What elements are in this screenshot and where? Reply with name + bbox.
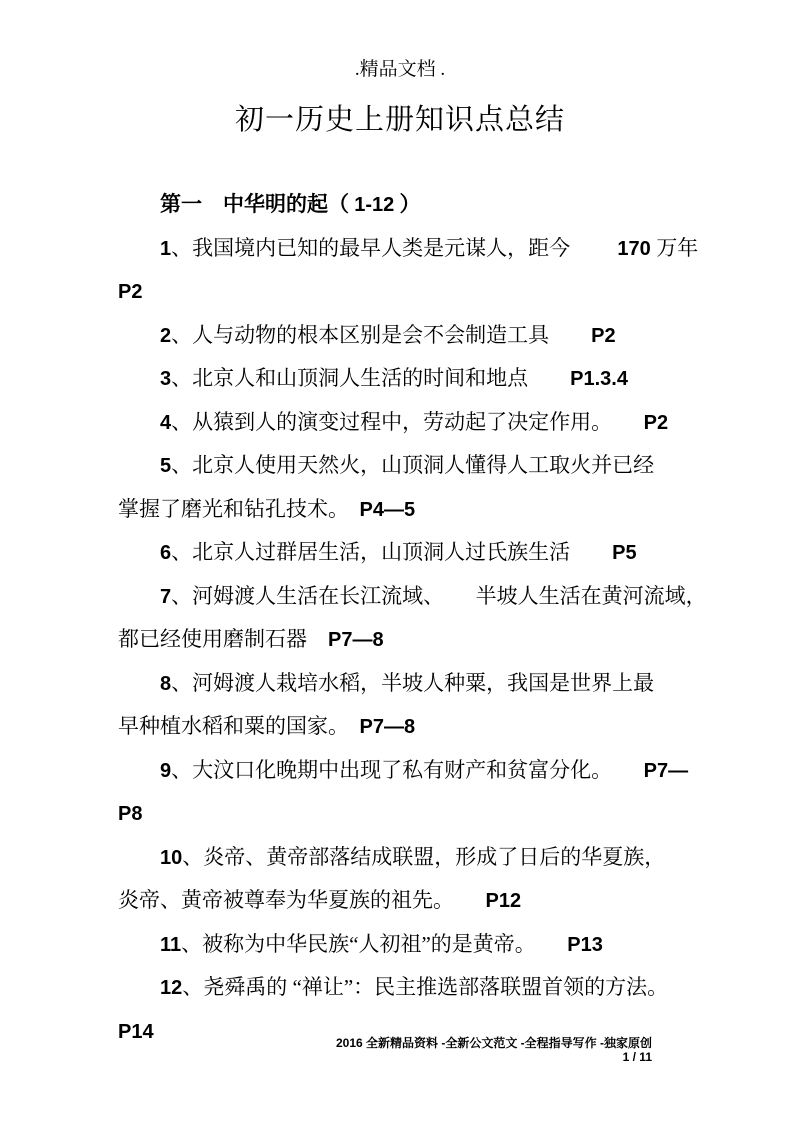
- page-ref-text: P2: [591, 324, 616, 347]
- page-ref-text: P7—8: [359, 716, 416, 738]
- chinese-text: 、我国境内已知的最早人类是元谋人，距今: [171, 235, 618, 260]
- page-ref-text: 3: [160, 368, 172, 390]
- page-ref-text: P1.3.4: [570, 368, 628, 390]
- page-ref-text: 7: [160, 585, 172, 608]
- page-ref-text: 1: [160, 237, 172, 260]
- page-ref-text: P5: [612, 542, 637, 564]
- page-ref-text: 5: [160, 455, 172, 477]
- paragraph-line: [118, 836, 738, 880]
- page-number: 1 / 11: [622, 1050, 652, 1064]
- chinese-text: 都已经使用磨制石器: [118, 627, 328, 651]
- page-ref-text: 9: [160, 759, 172, 782]
- paragraph-line: [118, 618, 738, 662]
- page-ref-text: P7—: [643, 759, 689, 782]
- page-ref-text: P4—5: [359, 498, 416, 521]
- paragraph-line: [118, 444, 738, 488]
- document-header: [0, 58, 800, 82]
- page-ref-text: P2: [118, 281, 143, 303]
- page-ref-text: 4: [160, 411, 172, 434]
- page-ref-text: 170: [617, 237, 657, 260]
- paragraph-line: [118, 749, 738, 793]
- chinese-text: 、从猿到人的演变过程中，劳动起了决定作用。: [171, 409, 644, 434]
- chinese-text: 掌握了磨光和钻孔技术。: [118, 496, 360, 521]
- paragraph-line: [118, 488, 738, 532]
- footer-credits: 2016 全新精品资料 -全新公文范文 -全程指导写作 -独家原创: [335, 1036, 652, 1050]
- page-ref-text: 6: [160, 542, 172, 564]
- chinese-text: 、河姆渡人栽培水稻，半坡人种粟，我国是世界上最: [171, 670, 655, 695]
- paragraph-line: [118, 270, 738, 314]
- paragraph-line: [118, 183, 738, 227]
- chinese-text: 、尧舜禹的 “禅让”：民主推选部落联盟首领的方法。: [182, 975, 669, 999]
- page-ref-text: P7—8: [328, 629, 384, 651]
- document-footer: [336, 1036, 652, 1064]
- chinese-text: 第一 中华明的起（: [160, 192, 355, 216]
- page-ref-text: P14: [118, 1020, 154, 1043]
- paragraph-line: [118, 879, 738, 923]
- page-ref-text: P12: [485, 890, 522, 912]
- paragraph-line: [118, 923, 738, 967]
- page-ref-text: 11: [160, 933, 182, 956]
- paragraph-line: [118, 314, 738, 358]
- chinese-text: 、北京人使用天然火，山顶洞人懂得人工取火并已经: [171, 453, 655, 477]
- paragraph-line: [118, 792, 738, 836]
- document-body: [118, 183, 738, 1053]
- chinese-text: 早种植水稻和粟的国家。: [118, 714, 360, 738]
- page-ref-text: P13: [567, 933, 603, 956]
- chinese-text: 、北京人过群居生活，山顶洞人过氏族生活: [171, 540, 613, 564]
- paragraph-line: [118, 705, 738, 749]
- page-ref-text: P2: [643, 411, 669, 434]
- chinese-text: 、人与动物的根本区别是会不会制造工具: [171, 322, 592, 347]
- chinese-text: 、河姆渡人生活在长江流域、 半坡人生活在黄河流域，: [171, 583, 707, 608]
- page-ref-text: 12: [160, 977, 183, 999]
- chinese-text: 、被称为中华民族“人初祖”的是黄帝。: [181, 931, 568, 956]
- chinese-text: 炎帝、黄帝被尊奉为华夏族的祖先。: [118, 888, 486, 912]
- page-ref-text: 8: [160, 672, 172, 695]
- paragraph-line: [118, 401, 738, 445]
- page-ref-text: P8: [118, 803, 143, 825]
- paragraph-line: [118, 227, 738, 271]
- page-ref-text: 1-12: [354, 194, 395, 216]
- page-ref-text: 10: [160, 846, 183, 869]
- paragraph-line: [118, 575, 738, 619]
- paragraph-line: [118, 357, 738, 401]
- document-title: 初一历史上册知识点总结: [234, 104, 565, 136]
- chinese-text: 万年: [656, 235, 699, 260]
- chinese-text: 、炎帝、黄帝部落结成联盟，形成了日后的华夏族，: [182, 844, 666, 869]
- chinese-text: ）: [394, 192, 421, 216]
- chinese-text: 、北京人和山顶洞人生活的时间和地点: [171, 366, 571, 390]
- paragraph-line: [118, 966, 738, 1010]
- header-text: .精品文档 .: [354, 59, 446, 80]
- paragraph-line: [118, 662, 738, 706]
- paragraph-line: [118, 531, 738, 575]
- page-ref-text: 2: [160, 324, 172, 347]
- chinese-text: 、大汶口化晚期中出现了私有财产和贫富分化。: [171, 757, 644, 782]
